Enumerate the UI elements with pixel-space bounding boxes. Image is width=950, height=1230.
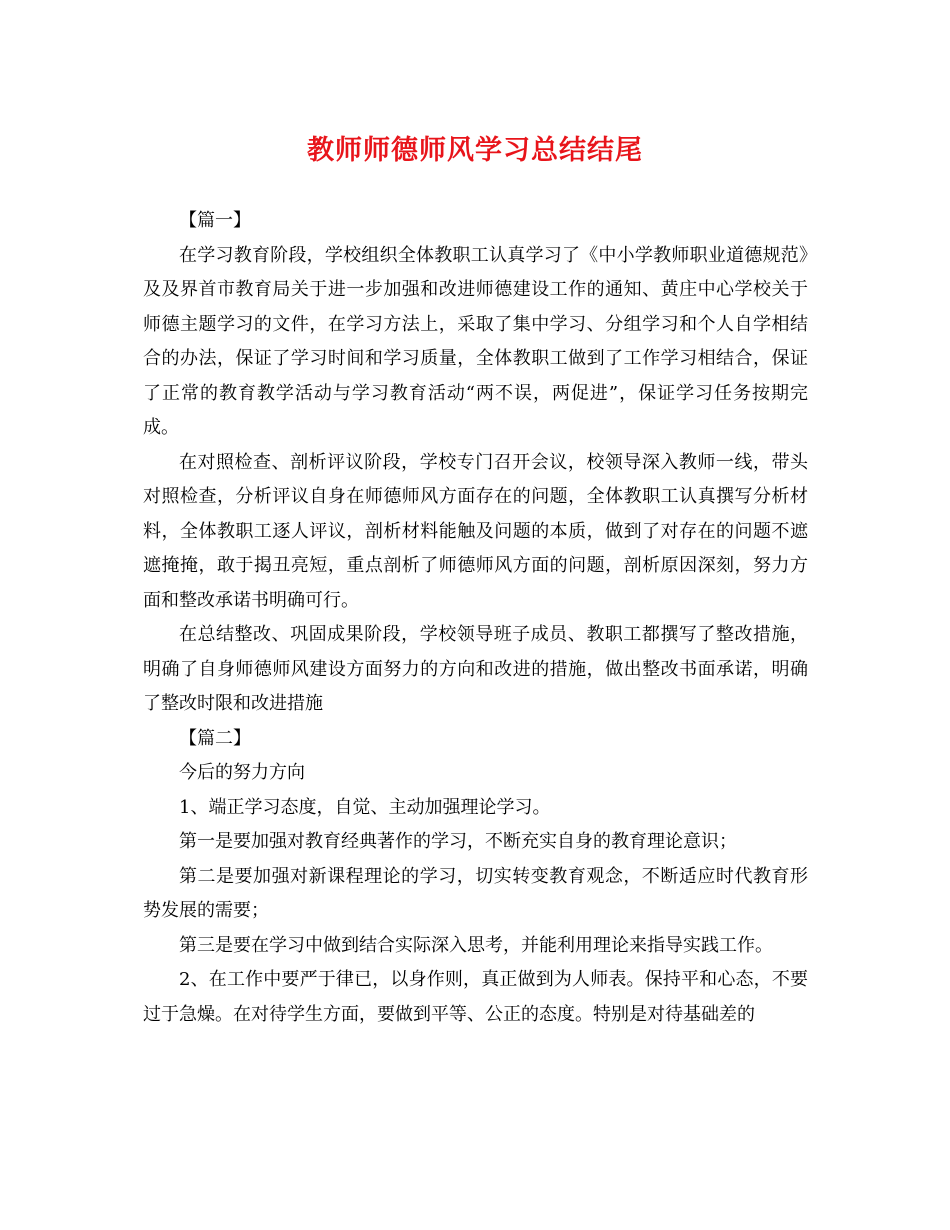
paragraph: 第二是要加强对新课程理论的学习，切实转变教育观念，不断适应时代教育形势发展的需要； [143, 865, 808, 921]
paragraph: 在对照检查、剖析评议阶段，学校专门召开会议，校领导深入教师一线，带头对照检查，分析评议自身在师德师风方面存在的问题，全体教职工认真撰写分析材料，全体教职工逐人评议，剖析材料能触及问题的本质，做到了对存在的问题不遮遮掩掩，敢于揭丑亮短，重点剖析了师德师风方面的问题，剖析原因深刻，努力方面和整改承诺书明确可行。 [143, 451, 808, 611]
section-heading-2: 【篇二】 [179, 727, 251, 749]
document-body [143, 204, 808, 1032]
paragraph: 在总结整改、巩固成果阶段，学校领导班子成员、教职工都撰写了整改措施，明确了自身师德师风建设方面努力的方向和改进的措施，做出整改书面承诺，明确了整改时限和改进措施 [143, 624, 808, 714]
paragraph: 2、在工作中要严于律已，以身作则，真正做到为人师表。保持平和心态，不要过于急燥。在对待学生方面，要做到平等、公正的态度。特别是对待基础差的 [143, 969, 808, 1025]
paragraph: 第一是要加强对教育经典著作的学习，不断充实自身的教育理论意识； [179, 831, 737, 852]
document-title: 教师师德师风学习总结结尾 [307, 135, 643, 166]
section-heading-1: 【篇一】 [179, 210, 251, 231]
paragraph: 在学习教育阶段，学校组织全体教职工认真学习了《中小学教师职业道德规范》及及界首市教育局关于进一步加强和改进师德建设工作的通知、黄庄中心学校关于师德主题学习的文件，在学习方法上，采取了集中学习、分组学习和个人自学相结合的办法，保证了学习时间和学习质量，全体教职工做到了工作学习相结合，保证了正常的教育教学活动与学习教育活动“两不误，两促进”，保证学习任务按期完成。 [143, 244, 808, 438]
paragraph: 第三是要在学习中做到结合实际深入思考，并能利用理论来指导实践工作。 [179, 934, 773, 956]
subheading: 今后的努力方向 [179, 762, 305, 783]
paragraph: 1、端正学习态度，自觉、主动加强理论学习。 [179, 796, 551, 818]
